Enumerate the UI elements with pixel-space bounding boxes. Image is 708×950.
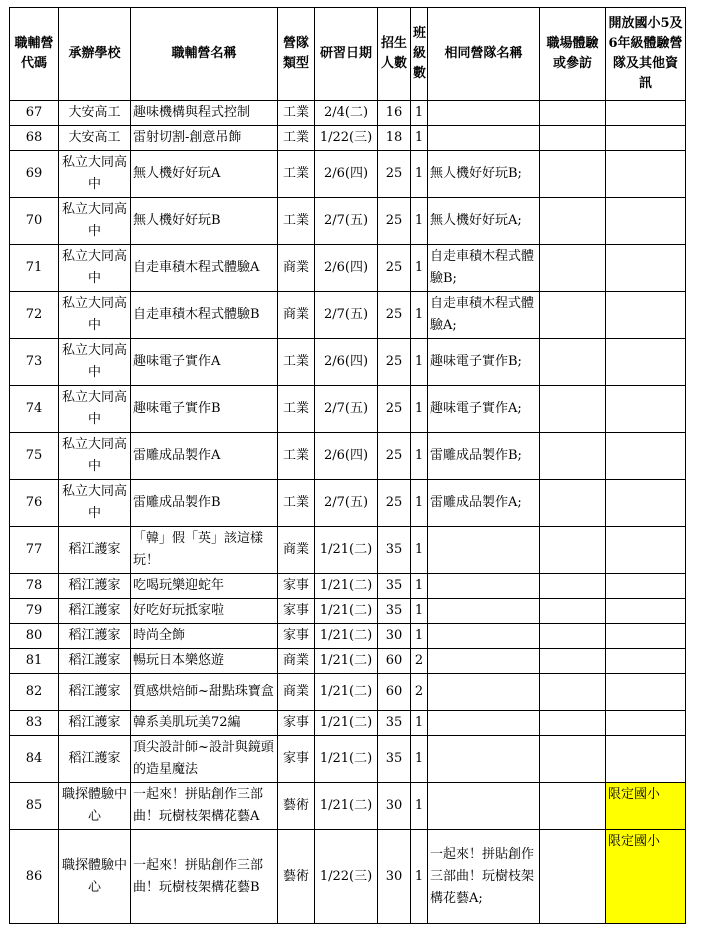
cell-code: 69	[10, 151, 59, 198]
cell-date: 2/6(四)	[315, 339, 378, 386]
cell-code: 74	[10, 386, 59, 433]
cell-classes: 1	[411, 126, 428, 151]
table-row	[10, 527, 686, 574]
cell-code: 81	[10, 649, 59, 674]
cell-code: 68	[10, 126, 59, 151]
cell-name: 一起來！拼貼創作三部曲！玩樹枝架構花藝A	[131, 783, 278, 830]
cell-other	[606, 736, 686, 783]
cell-other	[606, 151, 686, 198]
cell-visit	[540, 736, 606, 783]
cell-other	[606, 574, 686, 599]
header-other: 開放國小5及6年級體驗營隊及其他資訊	[606, 8, 686, 101]
cell-enroll: 60	[378, 674, 411, 711]
cell-same: 一起來！拼貼創作三部曲！玩樹枝架構花藝A;	[428, 830, 540, 924]
cell-other	[606, 433, 686, 480]
cell-name: 頂尖設計師~設計與鏡頭的造星魔法	[131, 736, 278, 783]
cell-enroll: 25	[378, 433, 411, 480]
cell-visit	[540, 339, 606, 386]
cell-enroll: 30	[378, 783, 411, 830]
cell-date: 2/6(四)	[315, 433, 378, 480]
cell-name: 「韓」假「英」該這樣玩！	[131, 527, 278, 574]
cell-school: 職探體驗中心	[59, 783, 131, 830]
cell-date: 2/7(五)	[315, 386, 378, 433]
cell-school: 稻江護家	[59, 527, 131, 574]
cell-name: 雷雕成品製作A	[131, 433, 278, 480]
cell-enroll: 25	[378, 245, 411, 292]
cell-code: 75	[10, 433, 59, 480]
cell-name: 趣味機構與程式控制	[131, 101, 278, 126]
cell-school: 私立大同高中	[59, 433, 131, 480]
cell-enroll: 30	[378, 830, 411, 924]
table-row	[10, 480, 686, 527]
cell-visit	[540, 198, 606, 245]
cell-name: 趣味電子實作B	[131, 386, 278, 433]
cell-classes: 1	[411, 527, 428, 574]
header-visit: 職場體驗或參訪	[540, 8, 606, 101]
cell-visit	[540, 126, 606, 151]
cell-same	[428, 649, 540, 674]
cell-school: 稻江護家	[59, 674, 131, 711]
cell-date: 1/21(二)	[315, 599, 378, 624]
cell-code: 86	[10, 830, 59, 924]
cell-enroll: 25	[378, 480, 411, 527]
cell-name: 無人機好好玩B	[131, 198, 278, 245]
cell-date: 2/7(五)	[315, 480, 378, 527]
cell-other	[606, 527, 686, 574]
cell-name: 無人機好好玩A	[131, 151, 278, 198]
cell-same: 趣味電子實作B;	[428, 339, 540, 386]
cell-classes: 2	[411, 649, 428, 674]
cell-date: 1/21(二)	[315, 649, 378, 674]
cell-type: 家事	[278, 624, 315, 649]
header-enroll: 招生人數	[378, 8, 411, 101]
cell-code: 85	[10, 783, 59, 830]
table-row	[10, 736, 686, 783]
cell-visit	[540, 433, 606, 480]
cell-enroll: 25	[378, 339, 411, 386]
cell-date: 1/22(三)	[315, 830, 378, 924]
header-school: 承辦學校	[59, 8, 131, 101]
cell-classes: 1	[411, 339, 428, 386]
cell-type: 工業	[278, 480, 315, 527]
cell-school: 稻江護家	[59, 599, 131, 624]
cell-same	[428, 783, 540, 830]
table-row	[10, 574, 686, 599]
table-row	[10, 151, 686, 198]
cell-classes: 1	[411, 198, 428, 245]
cell-school: 私立大同高中	[59, 386, 131, 433]
cell-same	[428, 574, 540, 599]
cell-type: 工業	[278, 198, 315, 245]
cell-school: 大安高工	[59, 101, 131, 126]
cell-other	[606, 711, 686, 736]
cell-enroll: 25	[378, 292, 411, 339]
cell-school: 私立大同高中	[59, 480, 131, 527]
header-date: 研習日期	[315, 8, 378, 101]
cell-name: 雷射切割-創意吊飾	[131, 126, 278, 151]
table-row	[10, 339, 686, 386]
cell-other	[606, 480, 686, 527]
cell-type: 工業	[278, 386, 315, 433]
cell-classes: 1	[411, 783, 428, 830]
cell-name: 趣味電子實作A	[131, 339, 278, 386]
cell-same: 趣味電子實作A;	[428, 386, 540, 433]
cell-date: 1/22(三)	[315, 126, 378, 151]
cell-other	[606, 386, 686, 433]
cell-code: 78	[10, 574, 59, 599]
cell-same: 雷雕成品製作B;	[428, 433, 540, 480]
cell-type: 工業	[278, 126, 315, 151]
cell-other	[606, 245, 686, 292]
cell-other: 限定國小	[606, 783, 686, 830]
cell-other	[606, 198, 686, 245]
cell-other	[606, 126, 686, 151]
header-name: 職輔營名稱	[131, 8, 278, 101]
cell-date: 2/7(五)	[315, 198, 378, 245]
cell-name: 時尚全飾	[131, 624, 278, 649]
cell-same: 自走車積木程式體驗B;	[428, 245, 540, 292]
cell-enroll: 16	[378, 101, 411, 126]
table-row	[10, 245, 686, 292]
table-row	[10, 433, 686, 480]
header-row	[10, 8, 686, 101]
cell-school: 大安高工	[59, 126, 131, 151]
table-row	[10, 126, 686, 151]
cell-code: 76	[10, 480, 59, 527]
camp-table	[9, 7, 686, 924]
cell-type: 商業	[278, 292, 315, 339]
cell-classes: 1	[411, 599, 428, 624]
cell-same	[428, 711, 540, 736]
cell-enroll: 25	[378, 198, 411, 245]
cell-same	[428, 624, 540, 649]
header-type: 營隊類型	[278, 8, 315, 101]
table-row	[10, 624, 686, 649]
cell-date: 2/7(五)	[315, 292, 378, 339]
cell-classes: 1	[411, 292, 428, 339]
header-classes: 班級數	[411, 8, 428, 101]
cell-code: 84	[10, 736, 59, 783]
cell-name: 質感烘焙師~甜點珠寶盒	[131, 674, 278, 711]
cell-school: 私立大同高中	[59, 339, 131, 386]
header-same: 相同營隊名稱	[428, 8, 540, 101]
cell-type: 工業	[278, 339, 315, 386]
header-code: 職輔營代碼	[10, 8, 59, 101]
cell-type: 商業	[278, 527, 315, 574]
cell-same	[428, 674, 540, 711]
cell-enroll: 60	[378, 649, 411, 674]
cell-classes: 1	[411, 711, 428, 736]
cell-school: 私立大同高中	[59, 292, 131, 339]
cell-enroll: 35	[378, 599, 411, 624]
cell-classes: 1	[411, 480, 428, 527]
cell-type: 商業	[278, 674, 315, 711]
cell-code: 73	[10, 339, 59, 386]
cell-code: 71	[10, 245, 59, 292]
cell-date: 1/21(二)	[315, 624, 378, 649]
cell-name: 吃喝玩樂迎蛇年	[131, 574, 278, 599]
cell-school: 私立大同高中	[59, 198, 131, 245]
cell-visit	[540, 480, 606, 527]
cell-classes: 1	[411, 101, 428, 126]
table-row	[10, 386, 686, 433]
cell-classes: 1	[411, 386, 428, 433]
cell-enroll: 18	[378, 126, 411, 151]
cell-date: 1/21(二)	[315, 736, 378, 783]
cell-code: 67	[10, 101, 59, 126]
table-body	[10, 101, 686, 924]
cell-school: 稻江護家	[59, 624, 131, 649]
cell-classes: 1	[411, 151, 428, 198]
cell-type: 家事	[278, 711, 315, 736]
cell-same	[428, 599, 540, 624]
cell-date: 1/21(二)	[315, 674, 378, 711]
cell-other	[606, 649, 686, 674]
cell-type: 工業	[278, 433, 315, 480]
cell-enroll: 35	[378, 711, 411, 736]
table-row	[10, 599, 686, 624]
cell-visit	[540, 245, 606, 292]
table-row	[10, 711, 686, 736]
cell-enroll: 30	[378, 624, 411, 649]
cell-name: 雷雕成品製作B	[131, 480, 278, 527]
cell-type: 家事	[278, 736, 315, 783]
cell-type: 工業	[278, 101, 315, 126]
cell-visit	[540, 527, 606, 574]
cell-type: 工業	[278, 151, 315, 198]
cell-other	[606, 292, 686, 339]
cell-school: 職探體驗中心	[59, 830, 131, 924]
cell-same	[428, 527, 540, 574]
cell-visit	[540, 574, 606, 599]
cell-other	[606, 339, 686, 386]
cell-same: 雷雕成品製作A;	[428, 480, 540, 527]
table-row	[10, 292, 686, 339]
cell-enroll: 35	[378, 736, 411, 783]
cell-school: 稻江護家	[59, 736, 131, 783]
cell-other: 限定國小	[606, 830, 686, 924]
table-row	[10, 101, 686, 126]
cell-enroll: 35	[378, 574, 411, 599]
cell-code: 79	[10, 599, 59, 624]
cell-code: 80	[10, 624, 59, 649]
cell-date: 2/6(四)	[315, 245, 378, 292]
cell-classes: 1	[411, 574, 428, 599]
cell-date: 1/21(二)	[315, 783, 378, 830]
cell-date: 1/21(二)	[315, 527, 378, 574]
cell-visit	[540, 101, 606, 126]
cell-classes: 1	[411, 624, 428, 649]
cell-classes: 1	[411, 736, 428, 783]
cell-enroll: 25	[378, 151, 411, 198]
cell-same	[428, 736, 540, 783]
cell-name: 好吃好玩抵家啦	[131, 599, 278, 624]
cell-type: 藝術	[278, 830, 315, 924]
cell-classes: 1	[411, 433, 428, 480]
cell-code: 70	[10, 198, 59, 245]
cell-other	[606, 101, 686, 126]
cell-type: 家事	[278, 574, 315, 599]
cell-type: 商業	[278, 245, 315, 292]
table-row	[10, 674, 686, 711]
cell-code: 82	[10, 674, 59, 711]
table-row	[10, 198, 686, 245]
cell-other	[606, 599, 686, 624]
cell-code: 72	[10, 292, 59, 339]
cell-visit	[540, 674, 606, 711]
cell-enroll: 35	[378, 527, 411, 574]
cell-name: 韓系美肌玩美72編	[131, 711, 278, 736]
cell-type: 家事	[278, 599, 315, 624]
cell-visit	[540, 599, 606, 624]
cell-same: 自走車積木程式體驗A;	[428, 292, 540, 339]
cell-type: 商業	[278, 649, 315, 674]
cell-classes: 1	[411, 245, 428, 292]
cell-visit	[540, 292, 606, 339]
cell-visit	[540, 649, 606, 674]
cell-same: 無人機好好玩A;	[428, 198, 540, 245]
table-row	[10, 783, 686, 830]
cell-school: 稻江護家	[59, 711, 131, 736]
cell-other	[606, 624, 686, 649]
cell-code: 77	[10, 527, 59, 574]
cell-visit	[540, 151, 606, 198]
table-row	[10, 830, 686, 924]
cell-date: 2/6(四)	[315, 151, 378, 198]
cell-date: 1/21(二)	[315, 711, 378, 736]
cell-classes: 2	[411, 674, 428, 711]
cell-visit	[540, 386, 606, 433]
cell-school: 稻江護家	[59, 574, 131, 599]
cell-type: 藝術	[278, 783, 315, 830]
cell-visit	[540, 830, 606, 924]
cell-school: 私立大同高中	[59, 245, 131, 292]
cell-code: 83	[10, 711, 59, 736]
table-row	[10, 649, 686, 674]
cell-enroll: 25	[378, 386, 411, 433]
cell-date: 1/21(二)	[315, 574, 378, 599]
cell-visit	[540, 624, 606, 649]
cell-classes: 1	[411, 830, 428, 924]
cell-date: 2/4(二)	[315, 101, 378, 126]
cell-name: 自走車積木程式體驗B	[131, 292, 278, 339]
cell-name: 一起來！拼貼創作三部曲！玩樹枝架構花藝B	[131, 830, 278, 924]
cell-other	[606, 674, 686, 711]
cell-visit	[540, 711, 606, 736]
cell-name: 自走車積木程式體驗A	[131, 245, 278, 292]
cell-same: 無人機好好玩B;	[428, 151, 540, 198]
cell-same	[428, 101, 540, 126]
cell-name: 暢玩日本樂悠遊	[131, 649, 278, 674]
cell-school: 稻江護家	[59, 649, 131, 674]
cell-school: 私立大同高中	[59, 151, 131, 198]
cell-visit	[540, 783, 606, 830]
cell-same	[428, 126, 540, 151]
